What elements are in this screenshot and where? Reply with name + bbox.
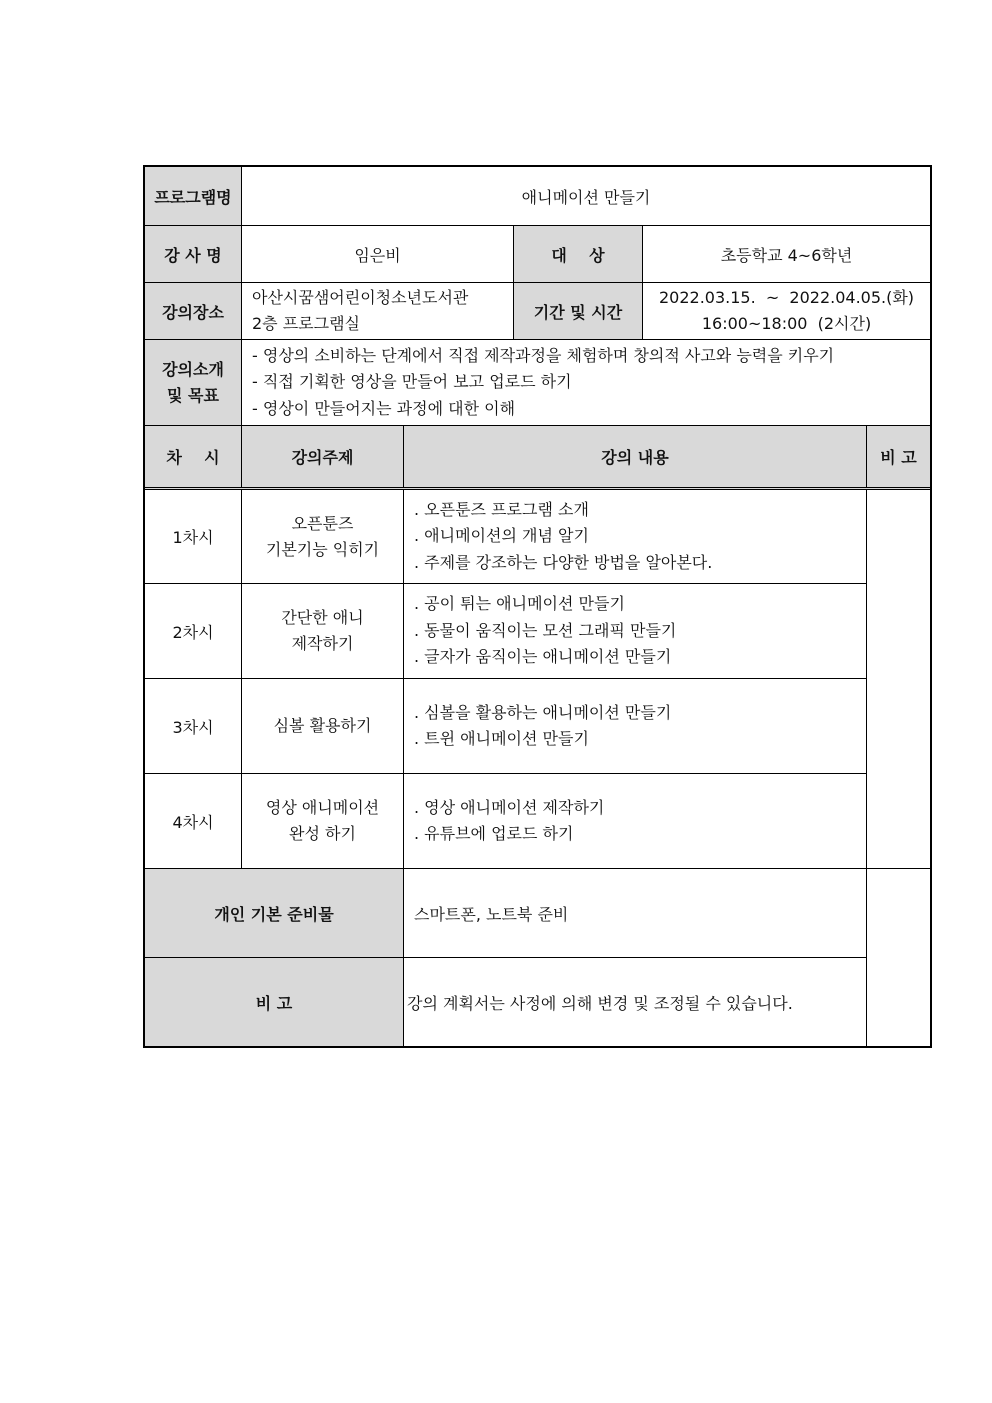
materials-label: 개인 기본 준비물 <box>145 869 404 958</box>
session-content <box>404 774 867 869</box>
content-item: . 애니메이션의 개념 알기 <box>414 526 589 546</box>
session-header: 차 시 <box>145 426 242 489</box>
lecture-plan-table <box>144 166 931 1047</box>
topic-line: 기본기능 익히기 <box>265 539 380 559</box>
session-row-1 <box>145 489 931 584</box>
remarks-label: 비 고 <box>145 958 404 1047</box>
session-topic <box>242 584 404 679</box>
remarks-value: 강의 계획서는 사정에 의해 변경 및 조정될 수 있습니다. <box>404 958 867 1047</box>
instructor-label: 강 사 명 <box>145 226 242 283</box>
topic-line: 제작하기 <box>291 634 354 653</box>
program-label: 프로그램명 <box>145 167 242 226</box>
remarks-row <box>145 958 931 1047</box>
goal-item: - 영상이 만들어지는 과정에 대한 이해 <box>252 398 516 418</box>
intro-label-line-2: 및 목표 <box>167 385 219 405</box>
content-item: . 공이 튀는 애니메이션 만들기 <box>414 594 625 614</box>
goal-item: - 영상의 소비하는 단계에서 직접 제작과정을 체험하며 창의적 사고와 능력을 키우기 <box>252 345 835 365</box>
session-number: 3차시 <box>145 679 242 774</box>
session-row-4 <box>145 774 931 869</box>
content-item: . 트윈 애니메이션 만들기 <box>414 729 589 748</box>
period-label: 기간 및 시간 <box>514 283 643 340</box>
remark-header: 비 고 <box>867 426 931 489</box>
period-line-1: 2022.03.15. ~ 2022.04.05.(화) <box>658 288 915 307</box>
session-content <box>404 584 867 679</box>
program-value: 애니메이션 만들기 <box>242 167 931 226</box>
session-topic <box>242 679 404 774</box>
materials-row <box>145 869 931 958</box>
topic-line: 영상 애니메이션 <box>265 798 380 817</box>
intro-goals <box>242 340 931 426</box>
session-remark-cell <box>867 489 931 869</box>
topic-line: 간단한 애니 <box>281 608 364 627</box>
intro-label-line-1: 강의소개 <box>162 359 224 379</box>
content-item: . 오픈툰즈 프로그램 소개 <box>414 499 589 519</box>
place-period-row <box>145 283 931 340</box>
place-line-2: 2층 프로그램실 <box>252 314 361 333</box>
schedule-header-row <box>145 426 931 489</box>
session-number: 1차시 <box>145 489 242 584</box>
session-number: 2차시 <box>145 584 242 679</box>
session-row-3 <box>145 679 931 774</box>
period-line-2: 16:00~18:00 (2시간) <box>701 314 872 333</box>
session-content <box>404 489 867 584</box>
topic-line: 완성 하기 <box>289 824 356 843</box>
session-topic <box>242 774 404 869</box>
content-item: . 영상 애니메이션 제작하기 <box>414 797 605 817</box>
instructor-row <box>145 226 931 283</box>
place-label: 강의장소 <box>145 283 242 340</box>
place-line-1: 아산시꿈샘어린이청소년도서관 <box>252 288 469 307</box>
topic-line: 심볼 활용하기 <box>273 716 372 735</box>
intro-label <box>145 340 242 426</box>
session-row-2 <box>145 584 931 679</box>
content-item: . 글자가 움직이는 애니메이션 만들기 <box>414 647 672 667</box>
goal-item: - 직접 기획한 영상을 만들어 보고 업로드 하기 <box>252 372 572 392</box>
session-topic <box>242 489 404 584</box>
content-header: 강의 내용 <box>404 426 867 489</box>
place-value <box>242 283 514 340</box>
materials-value: 스마트폰, 노트북 준비 <box>404 869 867 958</box>
target-label: 대 상 <box>514 226 643 283</box>
target-value: 초등학교 4~6학년 <box>643 226 931 283</box>
session-number: 4차시 <box>145 774 242 869</box>
content-item: . 심볼을 활용하는 애니메이션 만들기 <box>414 702 672 722</box>
footer-remark-cell <box>867 869 931 1047</box>
content-item: . 유튜브에 업로드 하기 <box>414 824 574 843</box>
period-value <box>643 283 931 340</box>
topic-header: 강의주제 <box>242 426 404 489</box>
content-item: . 주제를 강조하는 다양한 방법을 알아본다. <box>414 552 713 572</box>
instructor-value: 임은비 <box>242 226 514 283</box>
content-item: . 동물이 움직이는 모션 그래픽 만들기 <box>414 620 677 640</box>
topic-line: 오픈툰즈 <box>291 513 354 533</box>
program-row <box>145 167 931 226</box>
intro-row <box>145 340 931 426</box>
session-content <box>404 679 867 774</box>
